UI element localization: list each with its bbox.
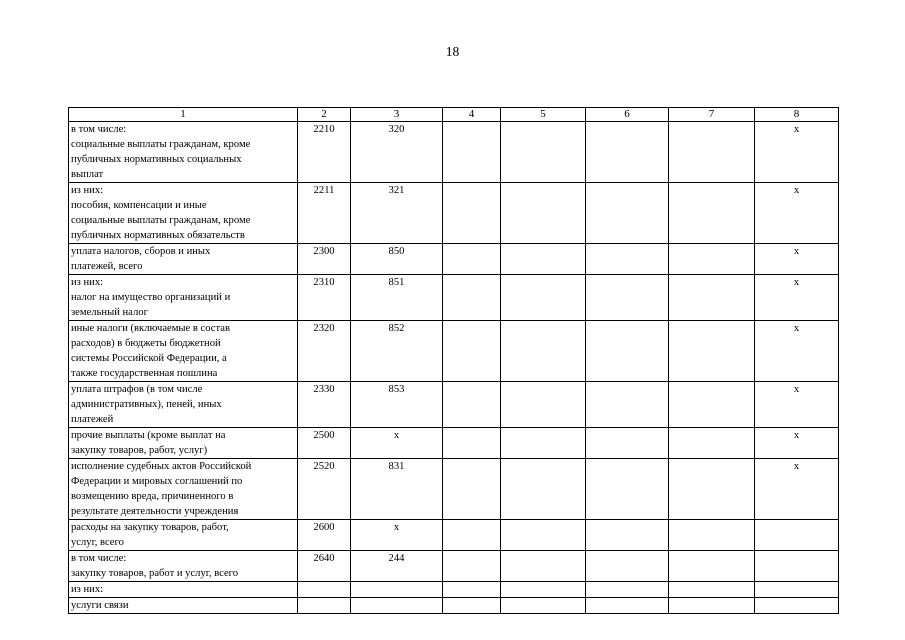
description-line: социальные выплаты гражданам, кроме: [71, 215, 251, 226]
table-row: [69, 244, 839, 275]
description-line: прочие выплаты (кроме выплат на: [71, 430, 226, 441]
amount-cell: [669, 598, 755, 614]
description-line: платежей: [71, 414, 114, 425]
amount-cell: [669, 382, 755, 428]
description-line: пособия, компенсации и иные: [71, 200, 207, 211]
description-line: платежей, всего: [71, 261, 143, 272]
kosgu-code: x: [351, 520, 443, 551]
amount-cell: [443, 582, 501, 598]
amount-cell: [669, 183, 755, 244]
row-code: [298, 582, 351, 598]
row-description: [69, 244, 298, 275]
amount-cell: [669, 551, 755, 582]
expenditure-table: [68, 107, 839, 614]
amount-cell: [443, 520, 501, 551]
column-header: 6: [586, 108, 669, 122]
column-8-cell: x: [755, 275, 839, 321]
amount-cell: [586, 428, 669, 459]
table-row: [69, 582, 839, 598]
column-8-cell: [755, 582, 839, 598]
description-line: публичных нормативных обязательств: [71, 230, 245, 241]
column-header: 1: [69, 108, 298, 122]
description-line: закупку товаров, работ, услуг): [71, 445, 208, 456]
description-line: закупку товаров, работ и услуг, всего: [71, 568, 239, 579]
kosgu-code: 244: [351, 551, 443, 582]
table-row: [69, 428, 839, 459]
description-line: в том числе:: [71, 124, 127, 135]
amount-cell: [669, 122, 755, 183]
amount-cell: [501, 382, 586, 428]
description-line: иные налоги (включаемые в состав: [71, 323, 230, 334]
row-code: 2300: [298, 244, 351, 275]
column-8-cell: [755, 598, 839, 614]
row-description: [69, 382, 298, 428]
amount-cell: [669, 244, 755, 275]
amount-cell: [443, 459, 501, 520]
row-code: 2600: [298, 520, 351, 551]
amount-cell: [586, 382, 669, 428]
amount-cell: [443, 598, 501, 614]
kosgu-code: 321: [351, 183, 443, 244]
kosgu-code: x: [351, 428, 443, 459]
amount-cell: [669, 520, 755, 551]
row-description: [69, 321, 298, 382]
description-line: уплата штрафов (в том числе: [71, 384, 203, 395]
kosgu-code: 850: [351, 244, 443, 275]
description-line: Федерации и мировых соглашений по: [71, 476, 243, 487]
row-description: [69, 122, 298, 183]
amount-cell: [501, 321, 586, 382]
amount-cell: [443, 244, 501, 275]
column-header: 4: [443, 108, 501, 122]
amount-cell: [586, 321, 669, 382]
amount-cell: [501, 459, 586, 520]
kosgu-code: 320: [351, 122, 443, 183]
description-line: в том числе:: [71, 553, 127, 564]
table-row: [69, 183, 839, 244]
description-line: выплат: [71, 169, 104, 180]
row-code: 2210: [298, 122, 351, 183]
column-header: 2: [298, 108, 351, 122]
row-description: [69, 582, 298, 598]
amount-cell: [586, 275, 669, 321]
column-header: 5: [501, 108, 586, 122]
row-code: 2520: [298, 459, 351, 520]
amount-cell: [501, 275, 586, 321]
description-line: системы Российской Федерации, а: [71, 353, 227, 364]
table-row: [69, 551, 839, 582]
column-8-cell: x: [755, 382, 839, 428]
row-description: [69, 459, 298, 520]
amount-cell: [501, 582, 586, 598]
kosgu-code: [351, 582, 443, 598]
row-description: [69, 520, 298, 551]
amount-cell: [586, 520, 669, 551]
row-description: [69, 551, 298, 582]
row-code: 2320: [298, 321, 351, 382]
kosgu-code: 852: [351, 321, 443, 382]
column-8-cell: x: [755, 183, 839, 244]
amount-cell: [669, 428, 755, 459]
description-line: также государственная пошлина: [71, 368, 218, 379]
description-line: из них:: [71, 277, 104, 288]
amount-cell: [443, 275, 501, 321]
header-row: [69, 108, 839, 122]
description-line: возмещению вреда, причиненного в: [71, 491, 234, 502]
amount-cell: [443, 183, 501, 244]
page-number: 18: [445, 44, 460, 59]
column-8-cell: x: [755, 428, 839, 459]
row-code: [298, 598, 351, 614]
amount-cell: [443, 382, 501, 428]
amount-cell: [586, 582, 669, 598]
amount-cell: [586, 122, 669, 183]
table-row: [69, 321, 839, 382]
description-line: расходы на закупку товаров, работ,: [71, 522, 229, 533]
amount-cell: [586, 183, 669, 244]
description-line: услуг, всего: [71, 537, 124, 548]
row-code: 2500: [298, 428, 351, 459]
column-header: 3: [351, 108, 443, 122]
description-line: земельный налог: [71, 307, 148, 318]
column-8-cell: x: [755, 321, 839, 382]
amount-cell: [669, 582, 755, 598]
amount-cell: [669, 275, 755, 321]
row-code: 2310: [298, 275, 351, 321]
amount-cell: [443, 551, 501, 582]
amount-cell: [443, 321, 501, 382]
column-8-cell: x: [755, 244, 839, 275]
kosgu-code: 831: [351, 459, 443, 520]
row-description: [69, 428, 298, 459]
row-description: [69, 183, 298, 244]
amount-cell: [443, 122, 501, 183]
amount-cell: [501, 551, 586, 582]
kosgu-code: 853: [351, 382, 443, 428]
column-header: 7: [669, 108, 755, 122]
description-line: из них:: [71, 584, 104, 595]
row-description: [69, 598, 298, 614]
amount-cell: [501, 183, 586, 244]
amount-cell: [501, 520, 586, 551]
row-code: 2330: [298, 382, 351, 428]
amount-cell: [586, 244, 669, 275]
column-8-cell: x: [755, 459, 839, 520]
kosgu-code: [351, 598, 443, 614]
description-line: из них:: [71, 185, 104, 196]
table-row: [69, 122, 839, 183]
table-row: [69, 520, 839, 551]
description-line: административных), пеней, иных: [71, 399, 222, 410]
table-row: [69, 382, 839, 428]
column-8-cell: x: [755, 122, 839, 183]
description-line: расходов) в бюджеты бюджетной: [71, 338, 221, 349]
amount-cell: [669, 321, 755, 382]
row-description: [69, 275, 298, 321]
amount-cell: [501, 428, 586, 459]
row-code: 2640: [298, 551, 351, 582]
amount-cell: [586, 598, 669, 614]
description-line: налог на имущество организаций и: [71, 292, 231, 303]
description-line: услуги связи: [71, 600, 129, 611]
column-8-cell: [755, 551, 839, 582]
column-header: 8: [755, 108, 839, 122]
description-line: уплата налогов, сборов и иных: [71, 246, 211, 257]
table-row: [69, 459, 839, 520]
amount-cell: [443, 428, 501, 459]
kosgu-code: 851: [351, 275, 443, 321]
amount-cell: [501, 598, 586, 614]
row-code: 2211: [298, 183, 351, 244]
table-row: [69, 275, 839, 321]
amount-cell: [501, 122, 586, 183]
description-line: социальные выплаты гражданам, кроме: [71, 139, 251, 150]
amount-cell: [586, 459, 669, 520]
amount-cell: [586, 551, 669, 582]
table-row: [69, 598, 839, 614]
column-8-cell: [755, 520, 839, 551]
amount-cell: [669, 459, 755, 520]
amount-cell: [501, 244, 586, 275]
description-line: исполнение судебных актов Российской: [71, 461, 252, 472]
description-line: результате деятельности учреждения: [71, 506, 239, 517]
description-line: публичных нормативных социальных: [71, 154, 242, 165]
